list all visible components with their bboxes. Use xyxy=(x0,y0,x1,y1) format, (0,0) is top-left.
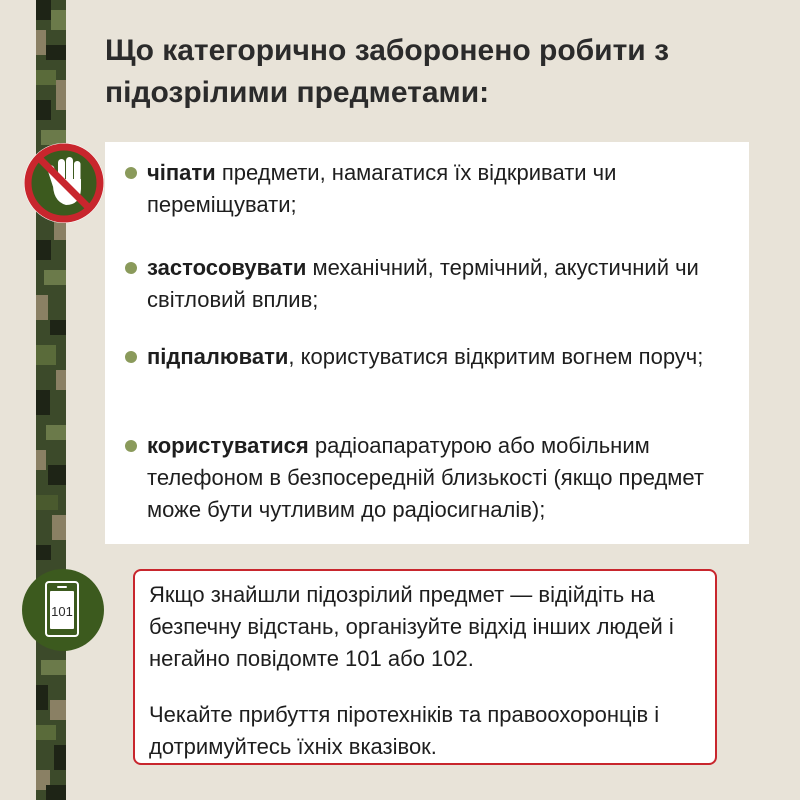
rule-text: предмети, намагатися їх відкривати чи переміщувати; xyxy=(147,160,617,217)
page-title: Що категорично заборонено робити з підозрілими предметами: xyxy=(105,34,669,109)
bullet-dot xyxy=(125,351,137,363)
rule-text: радіоапаратурою або мобільним телефоном в безпосередній близькості (якщо предмет може бути чутливим до радіосигналів); xyxy=(147,433,704,522)
camouflage-strip xyxy=(36,0,66,800)
phone-shape xyxy=(45,581,79,637)
phone-101-icon xyxy=(22,569,104,651)
no-touch-hand-icon xyxy=(22,141,106,225)
notice-paragraph-1: Якщо знайшли підозрілий предмет — відійдіть на безпечну відстань, організуйте відхід інших людей і негайно повідомте 101 або 102. xyxy=(149,582,674,671)
phone-screen xyxy=(50,591,74,629)
bullet-dot xyxy=(125,167,137,179)
rule-keyword: застосовувати xyxy=(147,255,307,280)
emergency-number: 101 xyxy=(51,604,73,619)
rule-keyword: користуватися xyxy=(147,433,309,458)
camouflage-pattern xyxy=(36,0,66,800)
rule-keyword: чіпати xyxy=(147,160,216,185)
notice-paragraph-2: Чекайте прибуття піротехніків та правоохоронців і дотримуйтесь їхніх вказівок. xyxy=(149,702,660,759)
prohibited-actions-panel xyxy=(105,142,749,544)
bullet-dot xyxy=(125,440,137,452)
rule-text: механічний, термічний, акустичний чи світловий вплив; xyxy=(147,255,699,312)
bullet-dot xyxy=(125,262,137,274)
list-item xyxy=(125,252,747,316)
list-item xyxy=(125,157,747,221)
rule-text: , користуватися відкритим вогнем поруч; xyxy=(288,344,704,369)
list-item xyxy=(125,341,747,373)
list-item xyxy=(125,430,747,526)
rule-keyword: підпалювати xyxy=(147,344,289,369)
emergency-notice-box xyxy=(133,569,717,765)
